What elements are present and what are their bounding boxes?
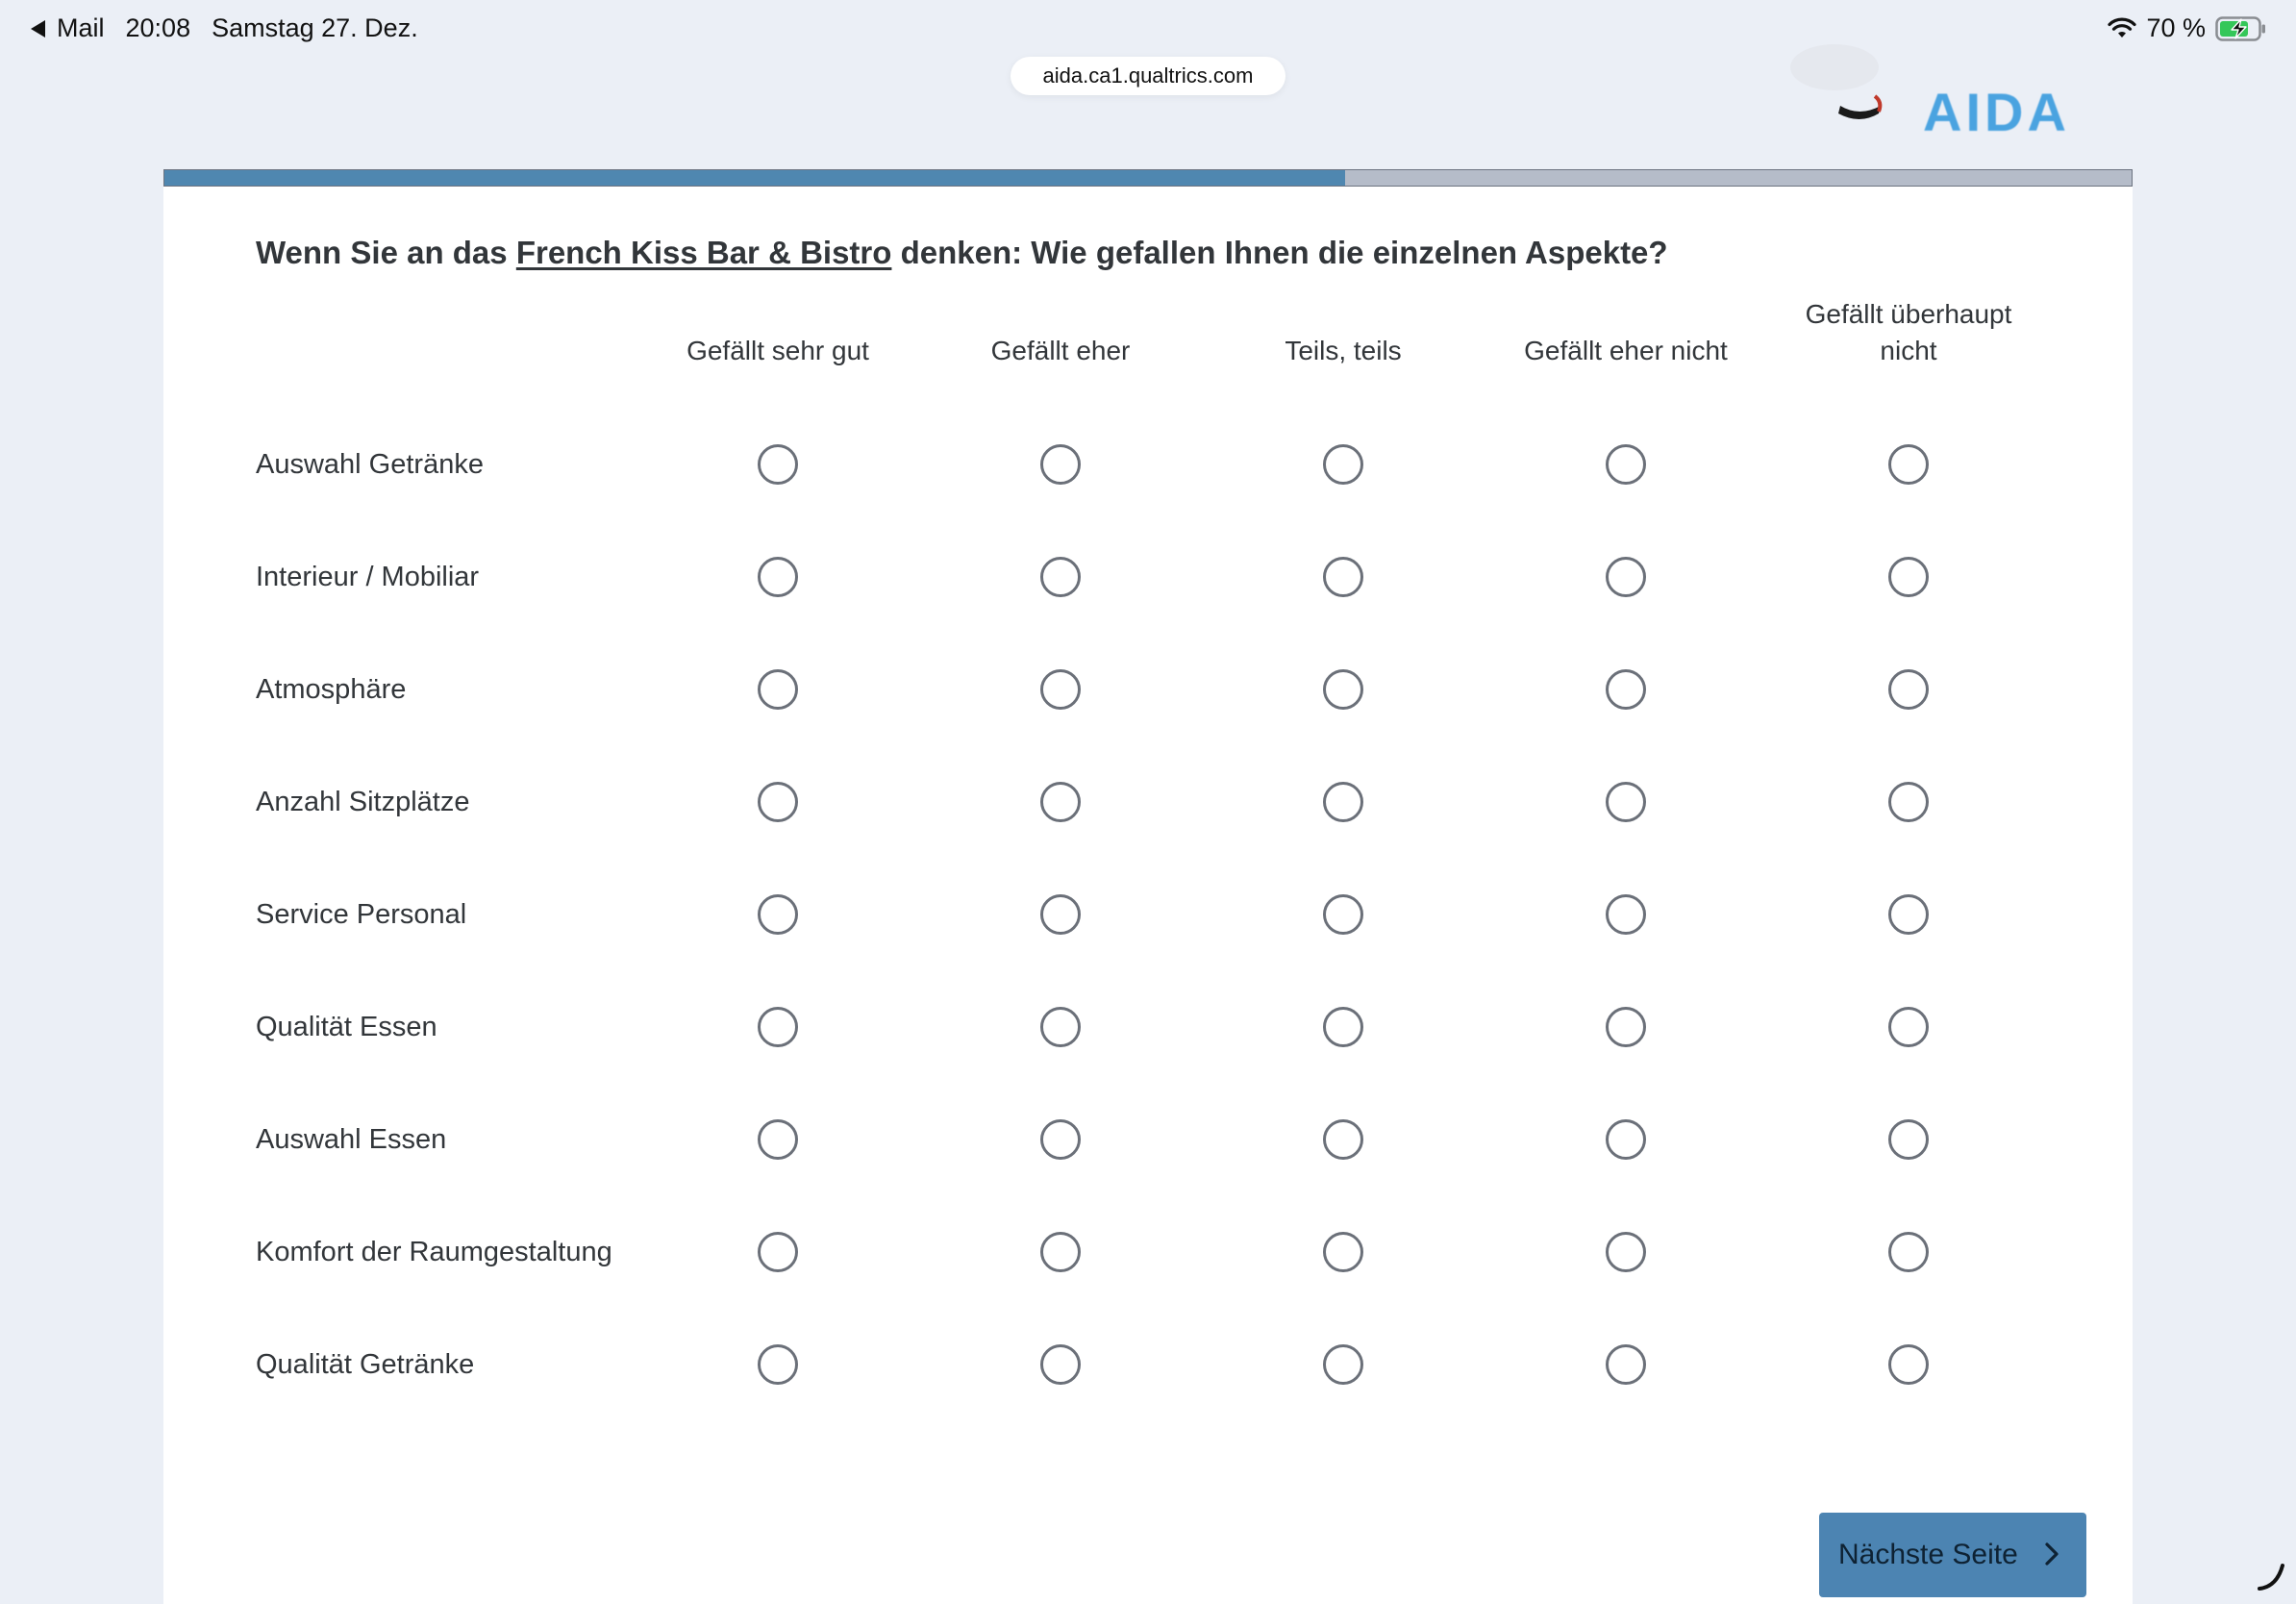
radio-button[interactable] <box>758 1344 798 1385</box>
column-header-not-at-all: Gefällt überhaupt nicht <box>1805 299 2012 365</box>
radio-button[interactable] <box>1606 557 1646 597</box>
status-date: Samstag 27. Dez. <box>212 13 418 42</box>
question-title <box>256 235 1668 271</box>
logo-mark-icon <box>1779 38 1894 119</box>
question-title-suffix: denken: Wie gefallen Ihnen die einzelnen Aspekte? <box>891 235 1668 270</box>
column-header-neutral: Teils, teils <box>1285 336 1402 365</box>
radio-button[interactable] <box>1323 444 1363 485</box>
status-bar-left <box>31 13 418 43</box>
battery-percentage: 70 % <box>2146 13 2206 42</box>
place-name-link[interactable]: French Kiss Bar & Bistro <box>515 235 892 270</box>
radio-button[interactable] <box>758 1119 798 1160</box>
radio-button[interactable] <box>1606 1007 1646 1047</box>
radio-button[interactable] <box>1888 444 1929 485</box>
radio-button[interactable] <box>1606 1119 1646 1160</box>
column-header-very-good: Gefällt sehr gut <box>686 336 869 365</box>
radio-button[interactable] <box>758 1007 798 1047</box>
radio-button[interactable] <box>1888 1119 1929 1160</box>
column-header-rather-not: Gefällt eher nicht <box>1524 336 1728 365</box>
radio-button[interactable] <box>1888 782 1929 822</box>
radio-button[interactable] <box>1606 444 1646 485</box>
back-to-app-link[interactable]: Mail <box>57 13 105 42</box>
radio-button[interactable] <box>758 1232 798 1272</box>
row-label-atmosphaere: Atmosphäre <box>256 674 407 705</box>
battery-charging-icon <box>2215 16 2267 41</box>
status-time: 20:08 <box>125 13 191 42</box>
radio-button[interactable] <box>1040 557 1081 597</box>
radio-button[interactable] <box>1888 1232 1929 1272</box>
radio-button[interactable] <box>1606 1344 1646 1385</box>
radio-button[interactable] <box>1323 669 1363 710</box>
row-label-qualitaet-getraenke: Qualität Getränke <box>256 1349 475 1380</box>
radio-button[interactable] <box>758 444 798 485</box>
radio-button[interactable] <box>1606 894 1646 935</box>
radio-button[interactable] <box>1606 782 1646 822</box>
row-label-anzahl-sitzplaetze: Anzahl Sitzplätze <box>256 787 470 817</box>
status-bar-right <box>2108 13 2267 43</box>
row-label-komfort-raumgestaltung: Komfort der Raumgestaltung <box>256 1237 612 1267</box>
brand-logo <box>1779 38 2086 142</box>
radio-button[interactable] <box>1888 894 1929 935</box>
radio-button[interactable] <box>1323 1232 1363 1272</box>
radio-button[interactable] <box>1040 1119 1081 1160</box>
radio-button[interactable] <box>1323 1119 1363 1160</box>
row-label-qualitaet-essen: Qualität Essen <box>256 1012 437 1042</box>
column-header-rather-good: Gefällt eher <box>990 336 1131 365</box>
radio-button[interactable] <box>1606 1232 1646 1272</box>
address-bar[interactable]: aida.ca1.qualtrics.com <box>1011 57 1285 95</box>
radio-button[interactable] <box>1040 669 1081 710</box>
radio-button[interactable] <box>758 894 798 935</box>
question-title-prefix: Wenn Sie an das <box>256 235 516 270</box>
logo-text: AIDA <box>1923 82 2070 142</box>
radio-button[interactable] <box>1888 1344 1929 1385</box>
radio-button[interactable] <box>1606 669 1646 710</box>
row-label-auswahl-essen: Auswahl Essen <box>256 1124 447 1155</box>
next-page-button-label: Nächste Seite <box>1838 1539 2018 1570</box>
radio-button[interactable] <box>1888 1007 1929 1047</box>
radio-button[interactable] <box>1040 444 1081 485</box>
radio-button[interactable] <box>758 782 798 822</box>
radio-button[interactable] <box>758 557 798 597</box>
corner-swipe-icon <box>2256 1560 2288 1592</box>
back-arrow-icon[interactable] <box>31 20 45 38</box>
progress-bar-fill <box>164 170 1345 186</box>
radio-button[interactable] <box>758 669 798 710</box>
survey-card <box>163 187 2133 1604</box>
wifi-icon <box>2108 18 2136 39</box>
radio-button[interactable] <box>1323 782 1363 822</box>
radio-button[interactable] <box>1040 894 1081 935</box>
radio-button[interactable] <box>1323 1007 1363 1047</box>
radio-button[interactable] <box>1323 894 1363 935</box>
radio-button[interactable] <box>1040 1232 1081 1272</box>
radio-button[interactable] <box>1323 557 1363 597</box>
radio-button[interactable] <box>1040 782 1081 822</box>
row-label-auswahl-getraenke: Auswahl Getränke <box>256 449 484 480</box>
radio-button[interactable] <box>1323 1344 1363 1385</box>
row-label-service-personal: Service Personal <box>256 899 467 930</box>
radio-button[interactable] <box>1888 557 1929 597</box>
radio-button[interactable] <box>1040 1344 1081 1385</box>
radio-button[interactable] <box>1888 669 1929 710</box>
chevron-right-icon <box>2044 1541 2059 1566</box>
next-page-button[interactable] <box>1819 1513 2086 1597</box>
row-label-interieur-mobiliar: Interieur / Mobiliar <box>256 562 480 592</box>
radio-button[interactable] <box>1040 1007 1081 1047</box>
progress-bar <box>163 169 2133 187</box>
